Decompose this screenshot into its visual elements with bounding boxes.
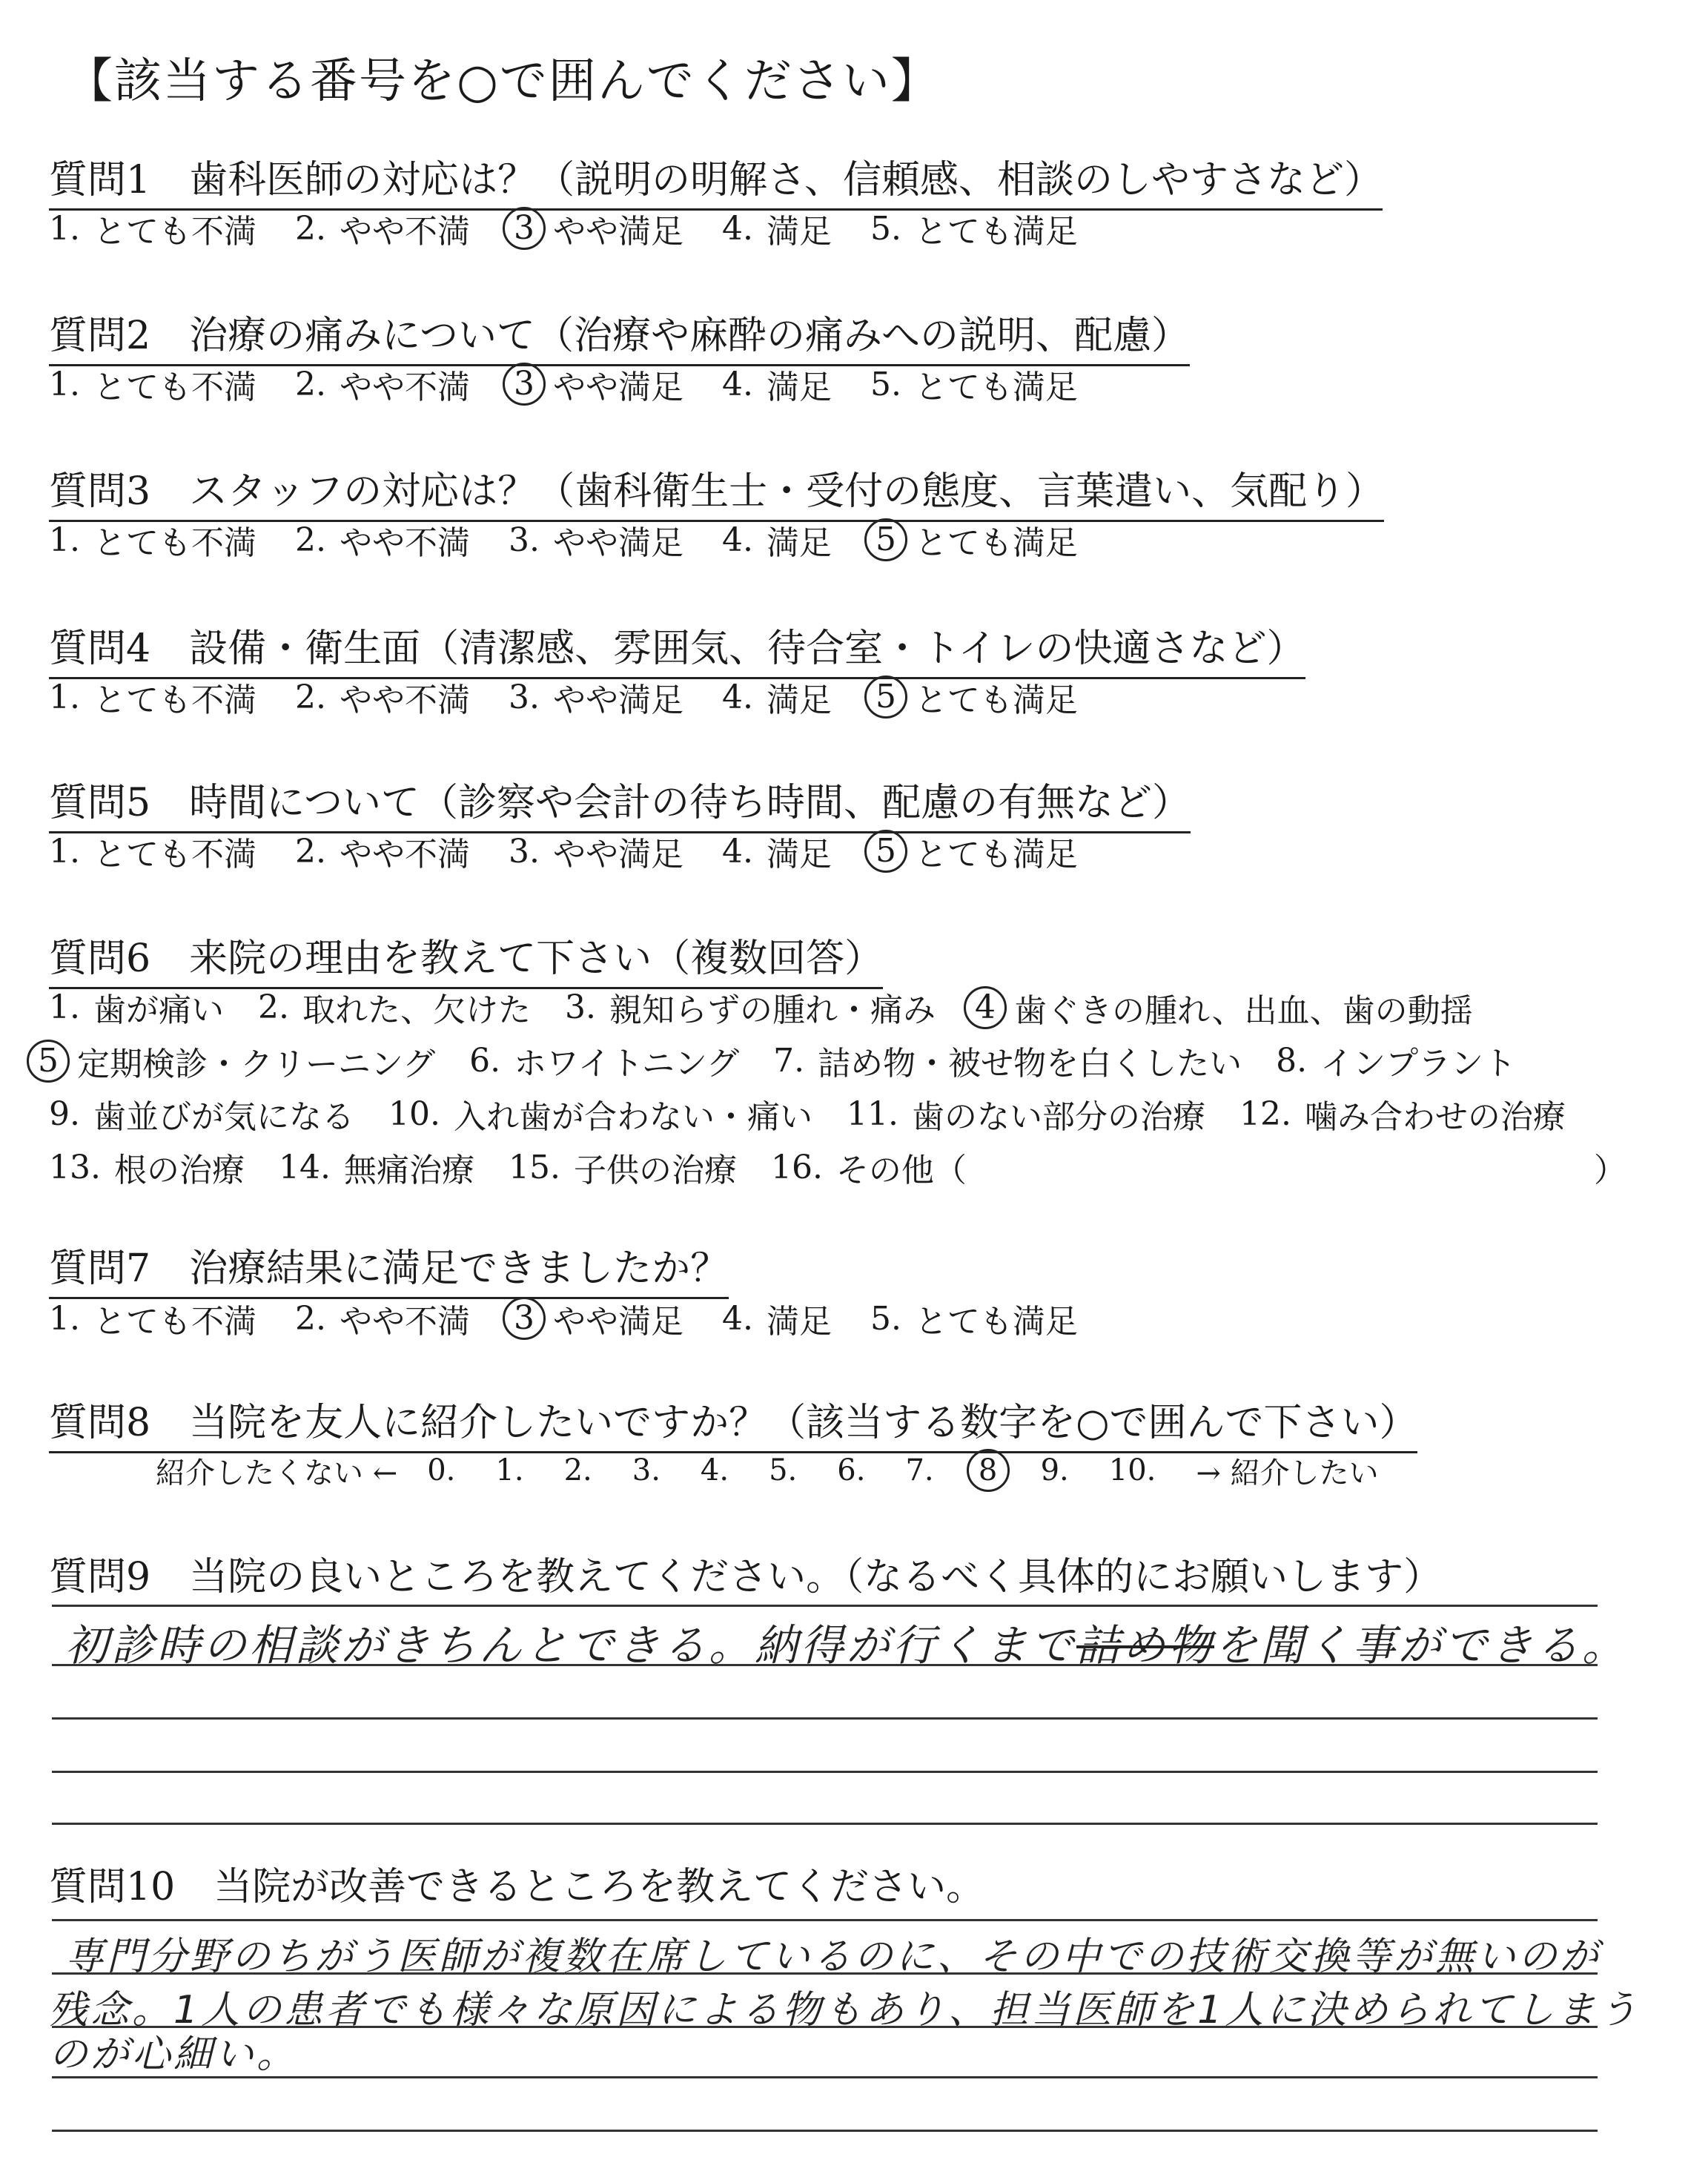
q10-answer-line-2: 残念。1人の患者でも様々な原因による物もあり、担当医師を1人に決められてしまう <box>49 1988 1641 2032</box>
q5-options <box>49 828 1116 875</box>
option-label: やや不満 <box>339 681 470 719</box>
q8-left-label: 紹介したくない ← <box>156 1456 398 1490</box>
option-label: とても不満 <box>93 1303 256 1341</box>
option-number: 3. <box>508 521 540 559</box>
q9-rule-1 <box>52 1605 1598 1607</box>
q9-answer-after: を聞く事ができる。 <box>1214 1620 1629 1671</box>
q8-score[interactable]: 10. <box>1108 1453 1156 1487</box>
option-label: 満足 <box>766 213 832 251</box>
option[interactable] <box>870 1295 1078 1342</box>
q6-row-1 <box>49 983 1507 1031</box>
option-number: 3. <box>508 678 540 716</box>
option-number: 3 <box>503 207 546 250</box>
option-number: 1. <box>49 988 80 1026</box>
q10-rule-1 <box>52 1919 1598 1921</box>
option-label: とても不満 <box>93 524 256 562</box>
selected-option[interactable] <box>509 205 683 252</box>
option-number: 5. <box>870 1299 901 1338</box>
option[interactable] <box>295 205 470 252</box>
option-number: 3. <box>508 832 540 871</box>
option[interactable] <box>870 205 1078 252</box>
option-number: 3 <box>503 1297 546 1340</box>
q9-title: 質問9 当院の良いところを教えてください。（なるべく具体的にお願いします） <box>49 1555 1443 1599</box>
option-number: 1. <box>49 678 80 716</box>
selected-option[interactable] <box>33 1037 435 1085</box>
option[interactable] <box>295 1295 470 1342</box>
option-number: 14. <box>278 1148 331 1186</box>
option-label: とても満足 <box>914 524 1078 562</box>
q4-options <box>49 673 1116 721</box>
q9-answer-before: 初診時の相談がきちんとできる。納得が行くまで <box>65 1620 1077 1671</box>
q6-other-close-paren: ） <box>1594 1152 1626 1189</box>
option-label: やや満足 <box>552 524 683 562</box>
selected-option[interactable] <box>509 1295 683 1342</box>
option-number: 4. <box>721 678 753 716</box>
option-number: 4 <box>964 986 1007 1029</box>
option-label: とても満足 <box>914 681 1078 719</box>
option-number: 4. <box>721 521 753 559</box>
option-label: 取れた、欠けた <box>302 991 531 1029</box>
selected-option[interactable] <box>870 828 1078 875</box>
option-label: 根の治療 <box>113 1152 245 1189</box>
option-number: 5 <box>27 1040 70 1083</box>
option-label: とても不満 <box>93 836 256 873</box>
option-label: やや不満 <box>339 369 470 406</box>
option-number: 12. <box>1239 1094 1291 1133</box>
option-number: 5 <box>864 518 907 561</box>
option-label: とても満足 <box>914 213 1078 251</box>
q3-title: 質問3 スタッフの対応は？（歯科衛生士・受付の態度、言葉遣い、気配り） <box>49 460 1384 522</box>
option[interactable] <box>49 1143 245 1191</box>
option[interactable] <box>722 516 832 564</box>
q2-title: 質問2 治療の痛みについて（治療や麻酔の痛みへの説明、配慮） <box>49 304 1190 366</box>
option[interactable] <box>722 673 832 721</box>
option-number: 4. <box>721 832 753 871</box>
option-number: 2. <box>294 1299 326 1338</box>
option-label: やや満足 <box>552 1303 683 1341</box>
q6-row-2 <box>33 1037 1550 1085</box>
option-label: やや満足 <box>552 213 683 251</box>
option-number: 1. <box>49 365 80 403</box>
q10-answer-line-1: 専門分野のちがう医師が複数在席しているのに、その中での技術交換等が無いのが <box>65 1935 1602 1979</box>
option-label: 詰め物・被せ物を白くしたい <box>818 1045 1242 1083</box>
option-number: 9. <box>49 1094 80 1133</box>
option-label: とても満足 <box>914 369 1078 406</box>
option-label: やや満足 <box>552 369 683 406</box>
option-number: 1. <box>49 832 80 871</box>
q6-title: 質問6 来院の理由を教えて下さい（複数回答） <box>49 927 883 989</box>
q8-score[interactable]: 1. <box>495 1453 524 1487</box>
option-label: 子供の治療 <box>573 1152 737 1189</box>
option-number: 13. <box>49 1148 101 1186</box>
q2-options <box>49 360 1116 408</box>
option-number: 8. <box>1276 1041 1308 1080</box>
option-label: とても満足 <box>914 1303 1078 1341</box>
option[interactable] <box>870 360 1078 408</box>
q8-scale <box>156 1449 1379 1492</box>
option[interactable] <box>1276 1037 1516 1084</box>
option-label: やや不満 <box>339 213 470 251</box>
option-label: とても不満 <box>93 213 256 251</box>
option-number: 5 <box>864 830 907 873</box>
q10-rule-2 <box>52 1972 1598 1975</box>
option-label: やや不満 <box>339 1303 470 1341</box>
selected-option[interactable] <box>509 360 683 408</box>
option-number: 1. <box>49 521 80 559</box>
option[interactable] <box>258 983 531 1031</box>
option-number: 5. <box>870 209 901 248</box>
option[interactable] <box>388 1090 812 1137</box>
q8-score[interactable]: 7. <box>905 1453 934 1487</box>
q10-rule-4 <box>52 2076 1598 2078</box>
option-number: 2. <box>294 832 326 871</box>
option-label: 歯並びが気になる <box>93 1098 354 1136</box>
option[interactable] <box>49 205 256 252</box>
option-label: 無痛治療 <box>343 1152 474 1189</box>
option-number: 2. <box>294 678 326 716</box>
q8-scale-numbers <box>427 1449 1196 1492</box>
q9-rule-5 <box>52 1823 1598 1825</box>
option-label: 噛み合わせの治療 <box>1304 1098 1566 1136</box>
option[interactable] <box>295 360 470 408</box>
q6-row-3 <box>49 1090 1600 1137</box>
option[interactable] <box>722 360 832 408</box>
q8-score[interactable]: 2. <box>563 1453 592 1487</box>
q7-title: 質問7 治療結果に満足できましたか？ <box>49 1237 729 1299</box>
q10-title: 質問10 当院が改善できるところを教えてください。 <box>49 1865 985 1909</box>
option[interactable] <box>49 828 256 875</box>
option-label: その他（ <box>835 1152 967 1189</box>
q5-title: 質問5 時間について（診察や会計の待ち時間、配慮の有無など） <box>49 771 1191 833</box>
option-number: 5. <box>870 365 901 403</box>
option-number: 7. <box>773 1041 805 1080</box>
option-number: 16. <box>770 1148 823 1186</box>
q8-right-label: → 紹介したい <box>1196 1456 1379 1490</box>
option-label: とても満足 <box>914 836 1078 873</box>
option-number: 2. <box>294 365 326 403</box>
option-label: やや満足 <box>552 836 683 873</box>
q9-rule-2 <box>52 1664 1598 1666</box>
option[interactable] <box>722 828 832 875</box>
selected-option[interactable] <box>970 984 1473 1031</box>
option-number: 5 <box>864 676 907 719</box>
q6-row-4 <box>49 1143 1001 1191</box>
q8-score[interactable]: 3. <box>632 1453 661 1487</box>
option-label: 親知らずの腫れ・痛み <box>609 991 936 1029</box>
option[interactable] <box>509 516 683 564</box>
option[interactable] <box>565 983 936 1031</box>
q8-title: 質問8 当院を友人に紹介したいですか？（該当する数字を○で囲んで下さい） <box>49 1391 1417 1453</box>
option[interactable] <box>49 1295 256 1342</box>
option[interactable] <box>49 983 224 1031</box>
q9-rule-3 <box>52 1717 1598 1720</box>
option-label: とても不満 <box>93 369 256 406</box>
option[interactable] <box>279 1143 474 1191</box>
option-number: 4. <box>721 365 753 403</box>
option-number: 4. <box>721 1299 753 1338</box>
option[interactable] <box>1239 1090 1566 1137</box>
option[interactable] <box>295 516 470 564</box>
q7-options <box>49 1295 1116 1342</box>
option-label: 入れ歯が合わない・痛い <box>453 1098 812 1136</box>
q9-answer-struck: 詰め物 <box>1076 1620 1215 1671</box>
option-number: 15. <box>508 1148 560 1186</box>
option[interactable] <box>295 673 470 721</box>
option-number: 1. <box>49 209 80 248</box>
option-label: 満足 <box>766 1303 832 1341</box>
q8-score[interactable]: 6. <box>837 1453 866 1487</box>
option-number: 1. <box>49 1299 80 1338</box>
option-number: 2. <box>294 521 326 559</box>
option[interactable] <box>509 828 683 875</box>
selected-option[interactable] <box>870 516 1078 564</box>
option-label: 満足 <box>766 681 832 719</box>
option-label: やや不満 <box>339 836 470 873</box>
q3-options <box>49 516 1116 564</box>
option-label: やや不満 <box>339 524 470 562</box>
selected-option[interactable] <box>870 673 1078 721</box>
option[interactable] <box>509 1143 737 1191</box>
option-number: 2. <box>257 988 289 1026</box>
option[interactable] <box>722 1295 832 1342</box>
q1-title: 質問1 歯科医師の対応は？（説明の明解さ、信頼感、相談のしやすさなど） <box>49 148 1383 211</box>
option-label: 満足 <box>766 369 832 406</box>
option-label: とても不満 <box>93 681 256 719</box>
option[interactable] <box>771 1143 967 1191</box>
option-number: 2. <box>294 209 326 248</box>
option-label: ホワイトニング <box>514 1045 740 1083</box>
q8-score[interactable]: 5. <box>769 1453 798 1487</box>
option[interactable] <box>773 1037 1242 1084</box>
instruction-header: 【該当する番号を○で囲んでください】 <box>65 54 940 109</box>
q9-rule-4 <box>52 1771 1598 1773</box>
q10-rule-5 <box>52 2130 1598 2132</box>
option-number: 6. <box>469 1041 501 1080</box>
option-label: 歯ぐきの腫れ、出血、歯の動揺 <box>1013 991 1473 1030</box>
option[interactable] <box>722 205 832 252</box>
option-label: 歯のない部分の治療 <box>911 1098 1205 1136</box>
option[interactable] <box>469 1037 739 1084</box>
option-number: 4. <box>721 209 753 248</box>
q1-options <box>49 205 1116 252</box>
option[interactable] <box>49 1090 354 1137</box>
option-label: 定期検診・クリーニング <box>77 1045 436 1083</box>
option-number: 3. <box>564 988 596 1026</box>
option-label: 満足 <box>766 524 832 562</box>
q8-score[interactable]: 4. <box>700 1453 729 1487</box>
option[interactable] <box>49 360 256 408</box>
option-label: インプラント <box>1320 1045 1517 1083</box>
option-label: 満足 <box>766 836 832 873</box>
option[interactable] <box>49 673 256 721</box>
option-label: 歯が痛い <box>93 991 224 1029</box>
option-label: やや満足 <box>552 681 683 719</box>
q10-answer-line-3: のが心細い。 <box>49 2032 299 2077</box>
q8-selected-score[interactable]: 8 <box>967 1449 1010 1492</box>
q4-title: 質問4 設備・衛生面（清潔感、雰囲気、待合室・トイレの快適さなど） <box>49 617 1305 679</box>
option[interactable] <box>295 828 470 875</box>
q8-score[interactable]: 9. <box>1040 1453 1069 1487</box>
q8-score[interactable]: 0. <box>427 1453 456 1487</box>
option-number: 11. <box>846 1094 898 1133</box>
option[interactable] <box>49 516 256 564</box>
option[interactable] <box>847 1090 1205 1137</box>
option[interactable] <box>509 673 683 721</box>
option-number: 3 <box>503 363 546 406</box>
option-number: 10. <box>388 1094 440 1133</box>
